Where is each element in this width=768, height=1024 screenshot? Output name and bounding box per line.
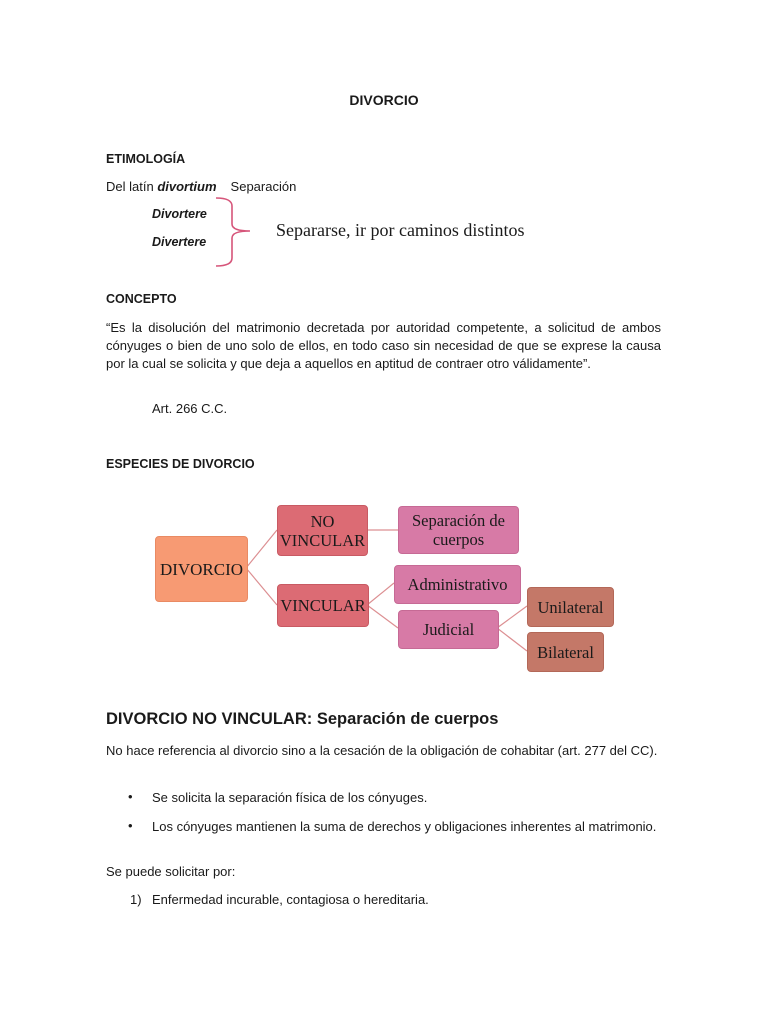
node-vincular: VINCULAR xyxy=(277,584,369,627)
root-divertere: Divertere xyxy=(152,235,207,249)
etimologia-prefix: Del latín xyxy=(106,179,158,194)
etimologia-term: divortium xyxy=(157,179,217,194)
connector-root-vincular xyxy=(246,568,277,605)
etimologia-translation: Separación xyxy=(230,179,297,194)
bullet-icon: • xyxy=(128,818,133,833)
section-intro: No hace referencia al divorcio sino a la cesación de la obligación de cohabitar (art. 277 del CC). xyxy=(106,743,658,758)
concepto-text: “Es la disolución del matrimonio decretada por autoridad competente, a solicitud de ambos cónyuges o bien de uno solo de ellos, en todo caso sin necesidad de que se exprese la causa por la cual se solicita y que deja a aquellos en aptitud de contraer otro válidamente”. xyxy=(106,320,661,371)
connector-judicial-unilateral xyxy=(497,606,527,628)
node-bilateral: Bilateral xyxy=(527,632,604,672)
connector-vincular-judicial xyxy=(367,605,398,628)
root-divortere: Divortere xyxy=(152,207,207,221)
connector-root-novincular xyxy=(246,530,277,568)
concepto-heading: CONCEPTO xyxy=(106,292,177,306)
connector-judicial-bilateral xyxy=(497,628,527,651)
especies-heading: ESPECIES DE DIVORCIO xyxy=(106,457,255,471)
etimologia-heading: ETIMOLOGÍA xyxy=(106,152,186,166)
bullet-item: Los cónyuges mantienen la suma de derechos y obligaciones inherentes al matrimonio. xyxy=(152,819,657,834)
bullet-item: Se solicita la separación física de los cónyuges. xyxy=(152,790,428,805)
node-judicial: Judicial xyxy=(398,610,499,649)
page-title: DIVORCIO xyxy=(349,92,419,108)
node-no-vincular: NO VINCULAR xyxy=(277,505,368,556)
node-separacion-cuerpos: Separación de cuerpos xyxy=(398,506,519,554)
node-divorcio: DIVORCIO xyxy=(155,536,248,602)
solicitar-text: Se puede solicitar por: xyxy=(106,864,236,879)
concepto-reference: Art. 266 C.C. xyxy=(152,401,228,416)
node-administrativo: Administrativo xyxy=(394,565,521,604)
numbered-item: Enfermedad incurable, contagiosa o hereditaria. xyxy=(152,892,429,907)
connector-vincular-administrativo xyxy=(367,583,394,605)
bullet-icon: • xyxy=(128,789,133,804)
section-heading: DIVORCIO NO VINCULAR: Separación de cuerpos xyxy=(106,710,499,728)
etimologia-meaning: Separarse, ir por caminos distintos xyxy=(276,220,525,240)
numbered-marker: 1) xyxy=(130,892,142,907)
node-unilateral: Unilateral xyxy=(527,587,614,627)
